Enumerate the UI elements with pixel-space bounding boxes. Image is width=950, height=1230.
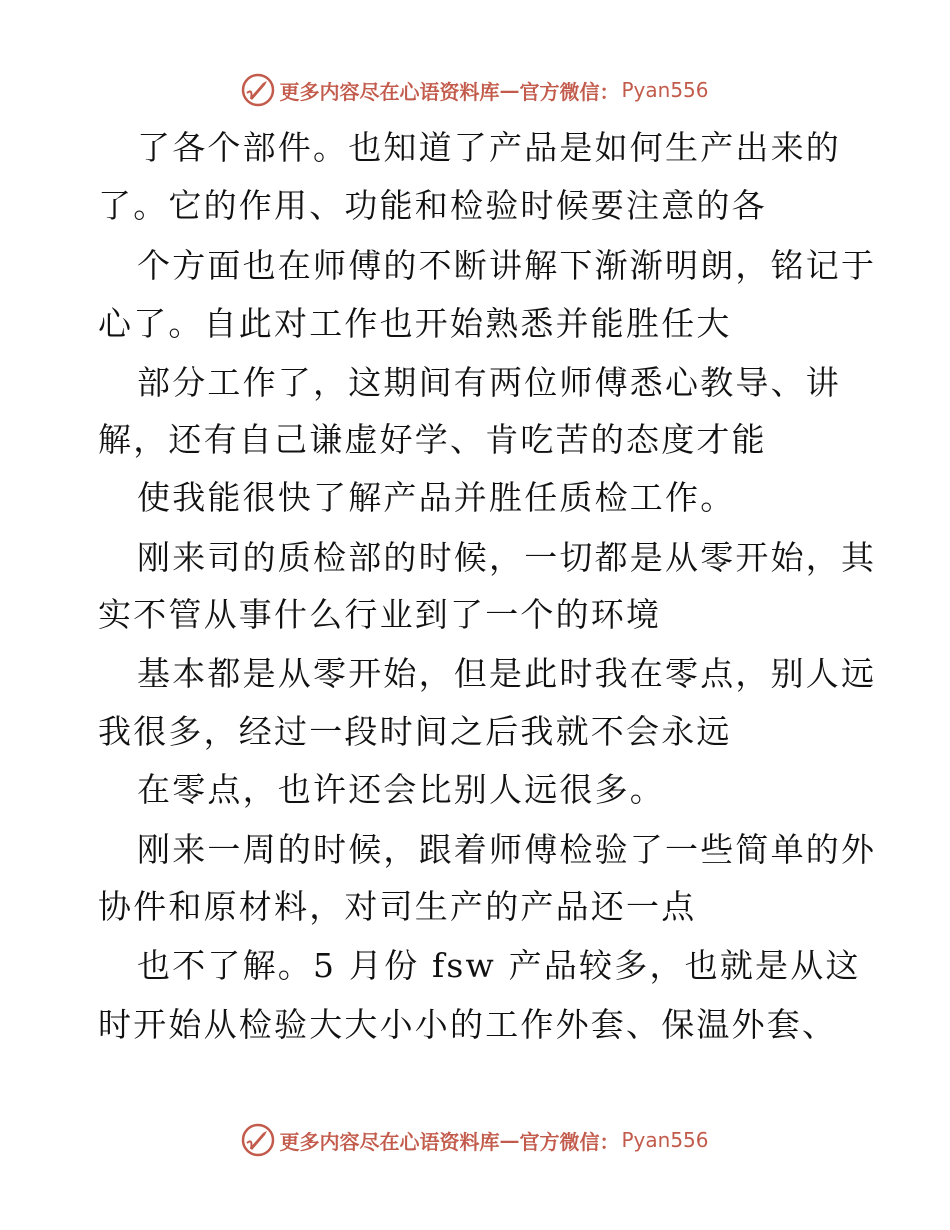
- body-line: 我很多，经过一段时间之后我就不会永远: [98, 712, 732, 751]
- header-wechat-account: Pyan556: [621, 78, 709, 102]
- header-banner-inner: [241, 73, 708, 107]
- footer-separator: —: [499, 1128, 520, 1152]
- body-line: 使我能很快了解产品并胜任质检工作。: [137, 478, 736, 517]
- header-wechat-label: 官方微信：: [519, 79, 620, 104]
- body-line: 也不了解。5 月份 fsw 产品较多，也就是从这: [137, 946, 861, 985]
- footer-wechat-account: Pyan556: [621, 1128, 709, 1152]
- footer-wechat-label: 官方微信：: [519, 1129, 620, 1154]
- body-line: 在零点，也许还会比别人远很多。: [137, 770, 665, 809]
- body-line: 解，还有自己谦虚好学、肯吃苦的态度才能: [98, 420, 767, 459]
- header-promo-text: 更多内容尽在心语资料库: [279, 79, 500, 104]
- body-line: 了。它的作用、功能和检验时候要注意的各: [98, 186, 767, 225]
- body-line: 心了。自此对工作也开始熟悉并能胜任大: [98, 304, 732, 343]
- header-separator: —: [499, 78, 520, 102]
- body-line: 刚来一周的时候，跟着师傅检验了一些简单的外: [137, 830, 877, 869]
- body-line: 了各个部件。也知道了产品是如何生产出来的: [137, 128, 841, 167]
- header-banner: [0, 70, 950, 110]
- footer-banner-inner: [241, 1123, 708, 1157]
- body-line: 部分工作了，这期间有两位师傅悉心教导、讲: [137, 363, 841, 402]
- body-line: 时开始从检验大大小小的工作外套、保温外套、: [98, 1005, 838, 1044]
- body-line: 协件和原材料，对司生产的产品还一点: [98, 887, 697, 926]
- footer-promo-text: 更多内容尽在心语资料库: [279, 1129, 500, 1154]
- body-line: 个方面也在师傅的不断讲解下渐渐明朗，铭记于: [137, 246, 877, 285]
- quill-pen-logo-icon: [241, 1123, 275, 1157]
- body-line: 刚来司的质检部的时候，一切都是从零开始，其: [137, 538, 877, 577]
- body-line: 实不管从事什么行业到了一个的环境: [98, 595, 662, 634]
- body-line: 基本都是从零开始，但是此时我在零点，别人远: [137, 654, 877, 693]
- quill-pen-logo-icon: [241, 73, 275, 107]
- footer-banner: [0, 1120, 950, 1160]
